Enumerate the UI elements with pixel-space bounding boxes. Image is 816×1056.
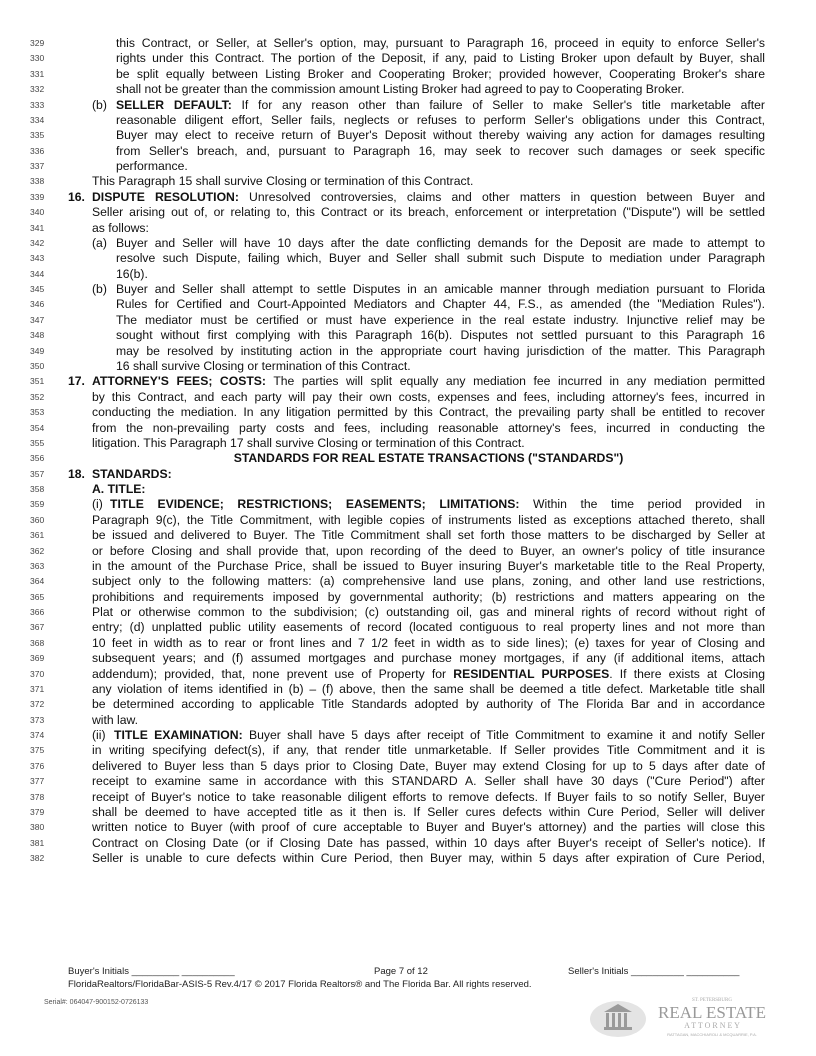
document-line xyxy=(0,313,816,328)
document-line xyxy=(0,436,816,451)
line-text xyxy=(92,190,765,205)
text-run: reasonable diligent effort, Seller fails, neglects or refuses to perform Seller's obligations under this Contract, xyxy=(116,112,765,127)
logo-tag-text: RATTAGAN, MACCHIAROLI & MCQUARRIE, P.A. xyxy=(667,1032,757,1037)
line-number: 357 xyxy=(30,468,45,479)
line-text xyxy=(92,851,765,866)
item-marker: (b) xyxy=(92,282,107,297)
line-text xyxy=(116,267,765,282)
line-number: 333 xyxy=(30,99,45,110)
text-run: delivered to Buyer less than 5 days prior to Closing Date, Buyer may extend Closing for up to 5 days after date of xyxy=(92,758,765,773)
document-line xyxy=(0,282,816,297)
document-line xyxy=(0,297,816,312)
line-number: 334 xyxy=(30,114,45,125)
item-marker: 17. xyxy=(68,374,85,389)
line-number: 347 xyxy=(30,314,45,325)
item-marker: 16. xyxy=(68,189,85,204)
line-text xyxy=(116,159,765,174)
line-number: 337 xyxy=(30,161,45,172)
document-line xyxy=(0,51,816,66)
document-line xyxy=(0,851,816,866)
line-number: 365 xyxy=(30,591,45,602)
text-run: Paragraph 9(c), the Title Commitment, with legible copies of instruments listed as exceptions attached thereto, shall xyxy=(92,512,765,527)
text-run: The parties will split equally any mediation fee incurred in any mediation permitted xyxy=(265,374,765,389)
line-number: 374 xyxy=(30,730,45,741)
text-run: sought without first complying with this Paragraph 16(b). Disputes not settled pursuant to this Paragraph 16 xyxy=(116,328,765,343)
line-text xyxy=(116,113,765,128)
text-run: from Seller's breach, and, pursuant to Paragraph 16, may seek to recover such damages or seek specific xyxy=(116,143,765,158)
document-line xyxy=(0,713,816,728)
bold-heading: STANDARDS: xyxy=(92,466,172,481)
bold-heading: TITLE EVIDENCE; RESTRICTIONS; EASEMENTS; LIMITATIONS: xyxy=(110,497,520,512)
line-number: 372 xyxy=(30,699,45,710)
document-line xyxy=(0,497,816,512)
text-run: shall not be greater than the commission amount Listing Broker had agreed to pay to Cooperating Broker. xyxy=(116,82,685,97)
document-line xyxy=(0,697,816,712)
text-run: by this Contract, and each party will pay their own costs, expenses and fees, including attorney's fees, incurred in xyxy=(92,389,765,404)
line-text xyxy=(92,651,765,666)
text-run: with law. xyxy=(92,712,139,727)
line-text xyxy=(116,144,765,159)
line-text xyxy=(92,574,765,589)
line-text xyxy=(92,605,765,620)
text-run: STANDARDS FOR REAL ESTATE TRANSACTIONS ("STANDARDS") xyxy=(233,451,624,466)
text-run: This Paragraph 15 shall survive Closing or termination of this Contract. xyxy=(92,174,474,189)
text-run: 16 shall survive Closing or termination of this Contract. xyxy=(116,358,411,373)
line-number: 380 xyxy=(30,822,45,833)
sellers-initials-field: Seller's Initials __________ __________ xyxy=(568,966,740,977)
text-run: as follows: xyxy=(92,220,149,235)
line-number: 343 xyxy=(30,253,45,264)
text-run: litigation. This Paragraph 17 shall survive Closing or termination of this Contract. xyxy=(92,435,525,450)
line-text xyxy=(92,467,765,482)
line-number: 336 xyxy=(30,145,45,156)
line-number: 381 xyxy=(30,837,45,848)
document-line xyxy=(0,774,816,789)
line-number: 344 xyxy=(30,268,45,279)
text-run: entry; (d) unplatted public utility easements of record (located contiguous to real property lines and not more than xyxy=(92,620,765,635)
line-number: 378 xyxy=(30,791,45,802)
line-number: 352 xyxy=(30,391,45,402)
line-text xyxy=(92,436,765,451)
item-marker: (a) xyxy=(92,235,107,250)
document-line xyxy=(0,251,816,266)
document-line xyxy=(0,728,816,743)
text-run: performance. xyxy=(116,159,188,174)
line-text xyxy=(116,282,765,297)
text-run: . If there exists at Closing xyxy=(609,666,765,681)
line-number: 367 xyxy=(30,622,45,633)
line-text xyxy=(114,728,765,743)
text-run: written notice to Buyer (with proof of cure acceptable to Buyer and Buyer's attorney) and the parties will close this xyxy=(92,820,765,835)
line-number: 375 xyxy=(30,745,45,756)
form-copyright-line: FloridaRealtors/FloridaBar-ASIS-5 Rev.4/17 © 2017 Florida Realtors® and The Florida Bar. All rights reserved. xyxy=(68,979,532,990)
text-run: Buyer shall have 5 days after receipt of Title Commitment to examine it and notify Seller xyxy=(242,728,765,743)
page-number: Page 7 of 12 xyxy=(374,966,428,977)
line-number: 364 xyxy=(30,576,45,587)
logo-top-text: ST. PETERSBURG xyxy=(692,998,732,1003)
line-text xyxy=(92,421,765,436)
line-text xyxy=(92,528,765,543)
text-run: Rules for Certified and Court-Appointed Mediators and Chapter 44, F.S., as amended (the "Mediation Rules"). xyxy=(116,297,765,312)
line-number: 338 xyxy=(30,176,45,187)
document-line xyxy=(0,651,816,666)
line-text xyxy=(92,820,765,835)
line-number: 366 xyxy=(30,607,45,618)
line-text xyxy=(116,359,765,374)
text-run: Seller is unable to cure defects within Cure Period, then Buyer may, within 5 days after expiration of Cure Period, xyxy=(92,851,765,866)
real-estate-attorney-logo xyxy=(588,994,778,1040)
line-number: 369 xyxy=(30,653,45,664)
line-number: 360 xyxy=(30,514,45,525)
text-run: resolve such Dispute, failing which, Buyer and Seller shall submit such Dispute to mediation under Paragraph xyxy=(116,251,765,266)
line-text xyxy=(92,713,765,728)
line-text xyxy=(92,221,765,236)
line-number: 373 xyxy=(30,714,45,725)
line-number: 354 xyxy=(30,422,45,433)
line-text xyxy=(92,682,765,697)
line-number: 342 xyxy=(30,237,45,248)
document-line xyxy=(0,544,816,559)
text-run: receipt to examine same in accordance with this STANDARD A. Seller shall have 30 days ("Cure Period") after xyxy=(92,774,765,789)
section-heading xyxy=(92,451,765,466)
text-run: be determined according to applicable Title Standards adopted by authority of The Florida Bar and in accordance xyxy=(92,697,765,712)
text-run: shall be deemed to have accepted title as it then is. If Seller cures defects within Cure Period, Seller will deliver xyxy=(92,805,765,819)
text-run: in the amount of the Purchase Price, shall be issued to Buyer insuring Buyer's marketable title to the Real Property, xyxy=(92,558,765,573)
document-line xyxy=(0,590,816,605)
line-text xyxy=(92,590,765,605)
line-number: 359 xyxy=(30,499,45,510)
document-line xyxy=(0,759,816,774)
text-run: rights under this Contract. The portion of the Deposit, if any, paid to Listing Broker upon default by Buyer, shall xyxy=(116,51,765,66)
line-text xyxy=(92,482,765,497)
document-line xyxy=(0,359,816,374)
document-line xyxy=(0,559,816,574)
bold-heading: ATTORNEY'S FEES; COSTS: xyxy=(92,374,266,389)
line-text xyxy=(116,344,765,359)
document-line xyxy=(0,805,816,820)
document-line xyxy=(0,374,816,389)
text-run: be split equally between Listing Broker and Cooperating Broker; provided however, Cooperating Broker's share xyxy=(116,66,765,81)
line-text xyxy=(92,544,765,559)
line-number: 361 xyxy=(30,530,45,541)
document-line xyxy=(0,128,816,143)
document-line xyxy=(0,574,816,589)
document-line xyxy=(0,605,816,620)
line-number: 371 xyxy=(30,683,45,694)
document-line xyxy=(0,205,816,220)
text-run: Buyer may elect to receive return of Buyer's Deposit without thereby waiving any action for damages resulting xyxy=(116,128,765,143)
line-number: 370 xyxy=(30,668,45,679)
document-line xyxy=(0,82,816,97)
line-number: 348 xyxy=(30,330,45,341)
line-text xyxy=(92,205,765,220)
document-line xyxy=(0,36,816,51)
bold-heading: SELLER DEFAULT: xyxy=(116,97,232,112)
line-text xyxy=(92,405,765,420)
line-text xyxy=(116,236,765,251)
document-line xyxy=(0,451,816,466)
line-number: 332 xyxy=(30,84,45,95)
text-run: subject only to the following matters: (a) comprehensive land use plans, zoning, and other land use restrictions, xyxy=(92,574,765,589)
document-line xyxy=(0,190,816,205)
line-text xyxy=(92,620,765,635)
line-number: 345 xyxy=(30,284,45,295)
text-run: Unresolved controversies, claims and other matters in question between Buyer and xyxy=(238,189,765,204)
line-text xyxy=(116,82,765,97)
text-run: Within the time period provided in xyxy=(519,497,765,512)
text-run: may be resolved by instituting action in the appropriate court having jurisdiction of the matter. This Paragraph xyxy=(116,343,765,358)
text-run: 16(b). xyxy=(116,266,148,281)
text-run: If for any reason other than failure of Seller to make Seller's title marketable after xyxy=(231,97,765,112)
line-text xyxy=(92,636,765,651)
bold-heading: A. TITLE: xyxy=(92,482,146,497)
text-run: or before Closing and shall provide that, upon recording of the deed to Buyer, an owner's policy of title insurance xyxy=(92,543,765,558)
document-line xyxy=(0,236,816,251)
text-run: be issued and delivered to Buyer. The Title Commitment shall set forth those matters to be discharged by Seller at xyxy=(92,528,765,543)
text-run: Buyer and Seller shall attempt to settle Disputes in an amicable manner through mediation pursuant to Florida xyxy=(116,282,765,297)
line-text xyxy=(116,297,765,312)
document-line xyxy=(0,836,816,851)
line-number: 329 xyxy=(30,38,45,48)
text-run: Seller arising out of, or relating to, this Contract or its breach, enforcement or interpretation ("Dispute") will be settled xyxy=(92,205,765,220)
item-marker: (b) xyxy=(92,97,107,112)
line-number: 376 xyxy=(30,760,45,771)
line-text xyxy=(116,98,765,113)
document-line xyxy=(0,159,816,174)
line-text xyxy=(92,559,765,574)
line-text xyxy=(116,67,765,82)
document-line xyxy=(0,743,816,758)
document-line xyxy=(0,482,816,497)
document-line xyxy=(0,390,816,405)
line-text xyxy=(92,697,765,712)
line-number: 358 xyxy=(30,484,45,495)
line-text xyxy=(92,390,765,405)
document-line xyxy=(0,344,816,359)
document-line xyxy=(0,67,816,82)
line-text xyxy=(116,36,765,51)
line-number: 356 xyxy=(30,453,45,464)
text-run: Contract on Closing Date (or if Closing Date has passed, within 10 days after Buyer's receipt of Seller's notice). If xyxy=(92,835,765,850)
line-number: 382 xyxy=(30,853,45,864)
document-line xyxy=(0,513,816,528)
line-number: 330 xyxy=(30,53,45,64)
bold-heading: TITLE EXAMINATION: xyxy=(114,728,243,743)
logo-sub-text: A T T O R N E Y xyxy=(684,1021,740,1030)
line-number: 363 xyxy=(30,560,45,571)
text-run: addendum); provided, that, none prevent use of Property for xyxy=(92,666,454,681)
text-run: receipt of Buyer's notice to take reasonable diligent efforts to remove defects. If Buyer fails to so notify Seller, Buyer xyxy=(92,789,765,804)
document-line xyxy=(0,144,816,159)
text-run: subsequent years; and (f) assumed mortgages and purchase money mortgages, if any (if additional items, attach xyxy=(92,651,765,666)
line-number: 349 xyxy=(30,345,45,356)
text-run: in writing specifying defect(s), if any, that render title unmarketable. If Seller provides Title Commitment and it is xyxy=(92,743,765,758)
line-number: 341 xyxy=(30,222,45,233)
document-line xyxy=(0,98,816,113)
bold-heading: DISPUTE RESOLUTION: xyxy=(92,189,239,204)
line-text xyxy=(92,790,765,805)
document-line xyxy=(0,405,816,420)
logo-main-text: REAL ESTATE xyxy=(657,1003,767,1022)
logo-graphic xyxy=(588,994,778,1040)
line-text xyxy=(116,313,765,328)
document-line xyxy=(0,636,816,651)
line-number: 377 xyxy=(30,776,45,787)
text-run: prohibitions and requirements imposed by governmental authority; (b) restrictions and matters appearing on the xyxy=(92,589,765,604)
document-line xyxy=(0,113,816,128)
line-text xyxy=(92,743,765,758)
line-text xyxy=(116,328,765,343)
line-text xyxy=(110,497,765,512)
line-number: 339 xyxy=(30,191,45,202)
line-number: 368 xyxy=(30,637,45,648)
line-text xyxy=(92,805,765,820)
document-line xyxy=(0,790,816,805)
line-text xyxy=(92,667,765,682)
line-text xyxy=(92,774,765,789)
line-text xyxy=(116,128,765,143)
text-run: Buyer and Seller will have 10 days after the date conflicting demands for the Deposit are made to attempt to xyxy=(116,235,765,250)
line-text xyxy=(92,759,765,774)
line-text xyxy=(92,174,765,189)
item-marker: (ii) xyxy=(92,728,106,743)
text-run: from the non-prevailing party costs and fees, including reasonable attorney's fees, incurred in conducting the xyxy=(92,420,765,435)
text-run: any violation of items identified in (b) – (f) above, then the same shall be deemed a title defect. Marketable title shall xyxy=(92,681,765,696)
line-number: 340 xyxy=(30,207,45,218)
document-line xyxy=(0,682,816,697)
text-run: Plat or otherwise common to the subdivision; (c) outstanding oil, gas and mineral rights of record without right of xyxy=(92,605,765,620)
text-run: 10 feet in width as to rear or front lines and 7 1/2 feet in width as to side lines); (e) taxes for year of Closing and xyxy=(92,635,765,650)
text-run: The mediator must be certified or must have experience in the real estate industry. Injunctive relief may be xyxy=(116,312,765,327)
document-line xyxy=(0,620,816,635)
document-line xyxy=(0,467,816,482)
document-line xyxy=(0,221,816,236)
document-line xyxy=(0,820,816,835)
line-number: 351 xyxy=(30,376,45,387)
serial-number: Serial#: 064047-900152-0726133 xyxy=(44,999,149,1006)
line-number: 346 xyxy=(30,299,45,310)
buyers-initials-field: Buyer's Initials _________ __________ xyxy=(68,966,235,977)
document-line xyxy=(0,421,816,436)
line-text xyxy=(92,513,765,528)
line-number: 335 xyxy=(30,130,45,141)
line-number: 379 xyxy=(30,807,45,817)
line-text xyxy=(116,251,765,266)
document-line xyxy=(0,174,816,189)
line-number: 353 xyxy=(30,407,45,418)
document-line xyxy=(0,328,816,343)
document-line xyxy=(0,667,816,682)
line-text xyxy=(92,836,765,851)
line-number: 362 xyxy=(30,545,45,556)
line-text xyxy=(92,374,765,389)
document-line xyxy=(0,267,816,282)
line-number: 331 xyxy=(30,68,45,79)
line-number: 350 xyxy=(30,360,45,371)
line-number: 355 xyxy=(30,437,45,448)
text-run: conducting the mediation. In any litigation permitted by this Contract, the prevailing party shall be entitled to recover xyxy=(92,405,765,420)
item-marker: (i) xyxy=(92,497,103,512)
bold-phrase: RESIDENTIAL PURPOSES xyxy=(453,666,610,681)
document-line xyxy=(0,528,816,543)
text-run: this Contract, or Seller, at Seller's option, may, pursuant to Paragraph 16, proceed in equity to enforce Seller's xyxy=(116,36,765,50)
line-text xyxy=(116,51,765,66)
item-marker: 18. xyxy=(68,466,85,481)
